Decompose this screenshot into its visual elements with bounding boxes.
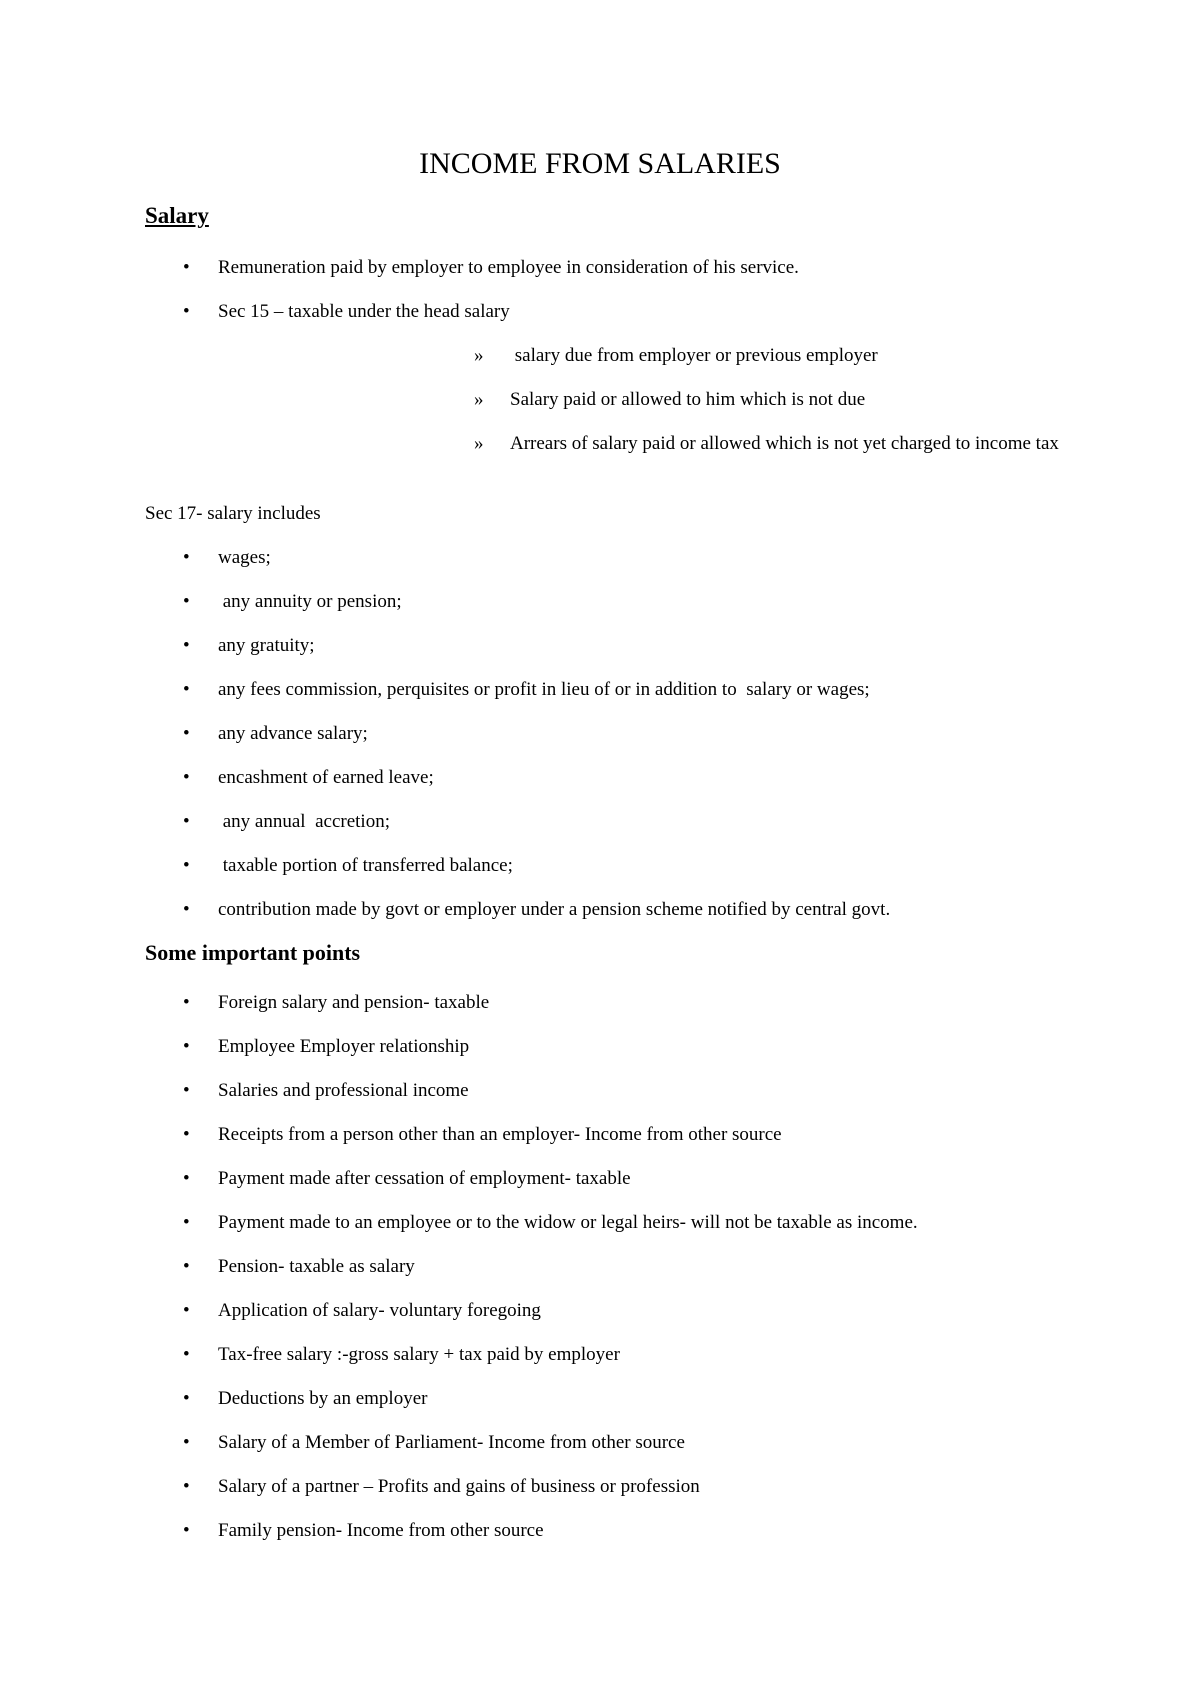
sub-list-item (0, 342, 1200, 370)
list-item (0, 300, 1200, 344)
bullet-icon: • (183, 591, 190, 612)
bullet-icon: • (183, 899, 190, 920)
list-item (0, 256, 1200, 300)
list-item-text: Payment made after cessation of employment- taxable (218, 1168, 631, 1189)
list-item-text: Pension- taxable as salary (218, 1256, 415, 1277)
chevron-right-double-icon: » (474, 345, 484, 366)
list-item-text: any advance salary; (218, 723, 368, 744)
list-item (0, 898, 1200, 942)
sec17-bullet-list (0, 546, 1200, 942)
section-heading-salary: Salary (145, 203, 209, 228)
list-item-text: Sec 15 – taxable under the head salary (218, 301, 510, 322)
bullet-icon: • (183, 723, 190, 744)
list-item-text: wages; (218, 547, 271, 568)
list-item (0, 546, 1200, 590)
sub-list-item (0, 430, 1200, 458)
list-item (0, 634, 1200, 678)
sec15-sub-list (0, 342, 1200, 474)
list-item-text: Deductions by an employer (218, 1388, 428, 1409)
list-item (0, 1431, 1200, 1475)
list-item (0, 1475, 1200, 1519)
list-item-text: Tax-free salary :-gross salary + tax paid by employer (218, 1344, 620, 1365)
bullet-icon: • (183, 855, 190, 876)
sub-list-item (0, 386, 1200, 414)
list-item-text: Payment made to an employee or to the widow or legal heirs- will not be taxable as income. (218, 1212, 918, 1233)
list-item (0, 1123, 1200, 1167)
bullet-icon: • (183, 679, 190, 700)
list-item-text: Remuneration paid by employer to employee in consideration of his service. (218, 257, 799, 278)
bullet-icon: • (183, 1168, 190, 1189)
salary-bullet-list (0, 256, 1200, 344)
list-item (0, 678, 1200, 722)
list-item (0, 1035, 1200, 1079)
list-item-text: Salary of a partner – Profits and gains of business or profession (218, 1476, 700, 1497)
list-item-text: contribution made by govt or employer under a pension scheme notified by central govt. (218, 899, 891, 920)
bullet-icon: • (183, 635, 190, 656)
bullet-icon: • (183, 1036, 190, 1057)
list-item-text: Salaries and professional income (218, 1080, 469, 1101)
list-item (0, 1519, 1200, 1563)
bullet-icon: • (183, 1520, 190, 1541)
bullet-icon: • (183, 1080, 190, 1101)
list-item (0, 1211, 1200, 1255)
bullet-icon: • (183, 1476, 190, 1497)
list-item (0, 991, 1200, 1035)
list-item (0, 766, 1200, 810)
list-item (0, 590, 1200, 634)
list-item (0, 1079, 1200, 1123)
list-item (0, 1255, 1200, 1299)
bullet-icon: • (183, 1124, 190, 1145)
bullet-icon: • (183, 1212, 190, 1233)
section-heading-important-points: Some important points (145, 940, 361, 965)
list-item-text: Employee Employer relationship (218, 1036, 470, 1057)
bullet-icon: • (183, 1388, 190, 1409)
list-item-text: any annual accretion; (218, 811, 390, 832)
bullet-icon: • (183, 1256, 190, 1277)
list-item-text: any annuity or pension; (218, 591, 402, 612)
sub-list-item-text: salary due from employer or previous employer (510, 345, 878, 366)
bullet-icon: • (183, 1344, 190, 1365)
bullet-icon: • (183, 811, 190, 832)
bullet-icon: • (183, 992, 190, 1013)
list-item (0, 1343, 1200, 1387)
list-item-text: any gratuity; (218, 635, 315, 656)
bullet-icon: • (183, 301, 190, 322)
list-item-text: Receipts from a person other than an employer- Income from other source (218, 1124, 782, 1145)
bullet-icon: • (183, 257, 190, 278)
list-item-text: encashment of earned leave; (218, 767, 434, 788)
bullet-icon: • (183, 767, 190, 788)
list-item (0, 854, 1200, 898)
bullet-icon: • (183, 547, 190, 568)
list-item (0, 722, 1200, 766)
list-item-text: Foreign salary and pension- taxable (218, 992, 490, 1013)
sub-list-item-text: Salary paid or allowed to him which is not due (510, 389, 866, 410)
list-item-text: Family pension- Income from other source (218, 1520, 544, 1541)
list-item (0, 1387, 1200, 1431)
list-item (0, 1299, 1200, 1343)
chevron-right-double-icon: » (474, 433, 484, 454)
bullet-icon: • (183, 1300, 190, 1321)
list-item-text: taxable portion of transferred balance; (218, 855, 513, 876)
important-points-list (0, 991, 1200, 1563)
list-item-text: Application of salary- voluntary foregoing (218, 1300, 541, 1321)
sub-list-item-text: Arrears of salary paid or allowed which is not yet charged to income tax (510, 433, 1059, 454)
page-title: INCOME FROM SALARIES (419, 147, 781, 180)
list-item (0, 810, 1200, 854)
list-item-text: Salary of a Member of Parliament- Income from other source (218, 1432, 685, 1453)
list-item-text: any fees commission, perquisites or profit in lieu of or in addition to salary or wages; (218, 679, 870, 700)
list-item (0, 1167, 1200, 1211)
chevron-right-double-icon: » (474, 389, 484, 410)
bullet-icon: • (183, 1432, 190, 1453)
sec17-intro: Sec 17- salary includes (145, 503, 321, 524)
